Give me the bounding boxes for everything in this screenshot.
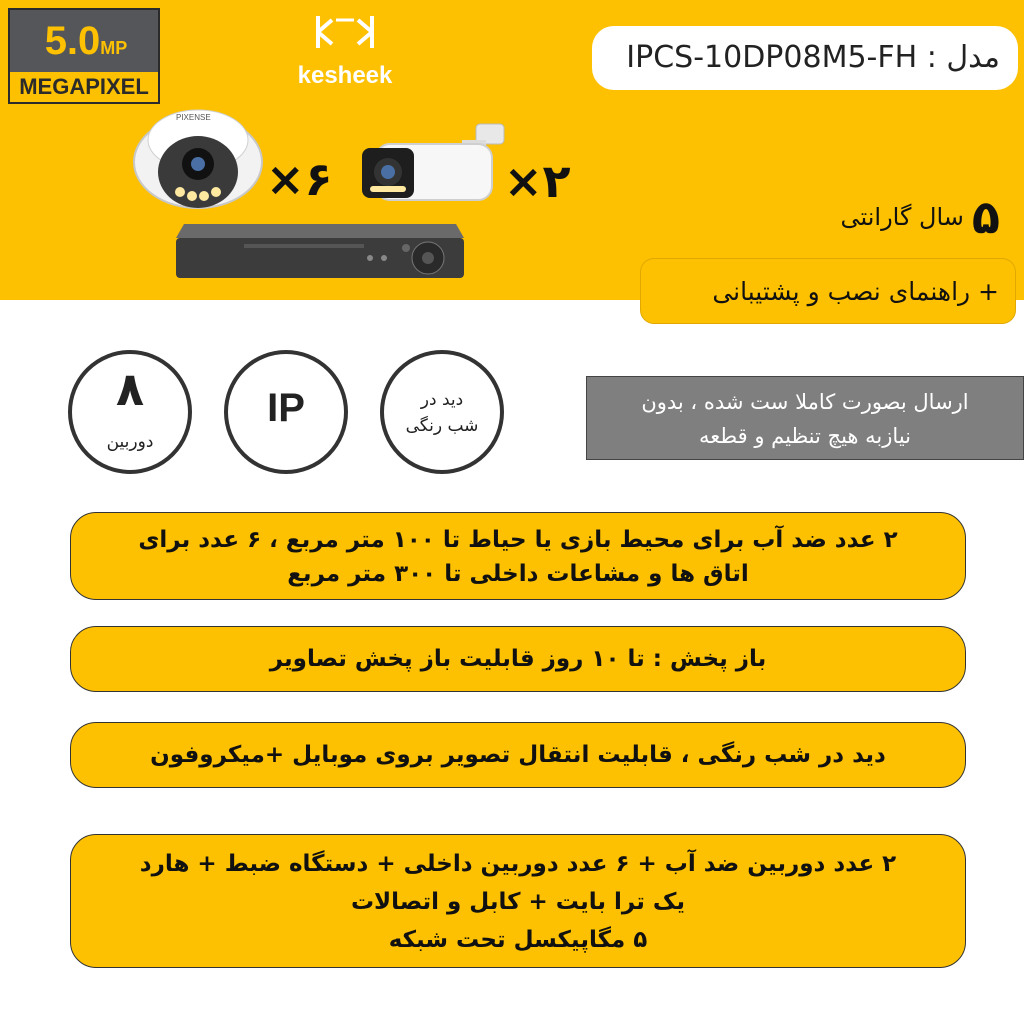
feature-playback-line1: باز پخش : تا ۱۰ روز قابلیت باز پخش تصاویر (269, 646, 767, 672)
feature-box-playback (70, 626, 966, 692)
warranty (841, 192, 1001, 242)
feature-coverage-line1: ۲ عدد ضد آب برای محیط بازی یا حیاط تا ۱۰۰ متر مربع ، ۶ عدد برای (138, 527, 898, 553)
bullet-camera-image (356, 120, 512, 216)
shipping-note (586, 376, 1024, 460)
install-guide-box (640, 258, 1016, 324)
dome-camera-image (132, 100, 266, 212)
model-text (626, 26, 1000, 90)
camera-count-label: دوربین (106, 432, 154, 452)
megapixel-label: MEGAPIXEL (10, 72, 158, 102)
megapixel-value: 5.0MP (44, 19, 128, 63)
feature-coverage-line2: اتاق ها و مشاعات داخلی تا ۳۰۰ متر مربع (287, 561, 749, 587)
bullet-count: ×۲ (504, 154, 571, 208)
dome-count: ×۶ (266, 152, 333, 206)
warranty-years: ۵ (971, 190, 1000, 244)
camera-count-badge (68, 350, 192, 474)
shipping-line2: نیازبه هیچ تنظیم و قطعه (698, 424, 911, 448)
night-color-line2: شب رنگی (405, 416, 479, 436)
dome-brand-mark: PIXENSE (176, 113, 211, 122)
feature-package-line3: ۵ مگاپیکسل تحت شبکه (388, 927, 648, 953)
night-color-badge (380, 350, 504, 474)
brand-logo (270, 12, 420, 92)
warranty-text: سال گارانتی (840, 203, 964, 231)
model-label: مدل : (926, 40, 1000, 75)
feature-box-package (70, 834, 966, 968)
shipping-line1: ارسال بصورت کاملا ست شده ، بدون (641, 390, 969, 414)
feature-package-line2: یک ترا بایت + کابل و اتصالات (350, 889, 686, 915)
megapixel-badge (8, 8, 160, 104)
model-code: IPCS-10DP08M5-FH (626, 40, 918, 75)
ip-badge-text: IP (267, 386, 305, 430)
night-color-line1: دید در (420, 390, 464, 410)
camera-count-number: ۸ (115, 362, 145, 416)
nvr-recorder-image (174, 218, 466, 282)
feature-box-coverage (70, 512, 966, 600)
ip-badge (224, 350, 348, 474)
brand-name: kesheek (297, 62, 393, 89)
brand-logo-icon (312, 12, 378, 52)
feature-box-night-vision (70, 722, 966, 788)
model-box (592, 26, 1018, 90)
feature-package-line1: ۲ عدد دوربین ضد آب + ۶ عدد دوربین داخلی + دستگاه ضبط + هارد (139, 851, 897, 877)
install-guide-text: + راهنمای نصب و پشتیبانی (712, 277, 999, 306)
feature-night-vision-line1: دید در شب رنگی ، قابلیت انتقال تصویر بروی موبایل +میکروفون (150, 742, 886, 768)
